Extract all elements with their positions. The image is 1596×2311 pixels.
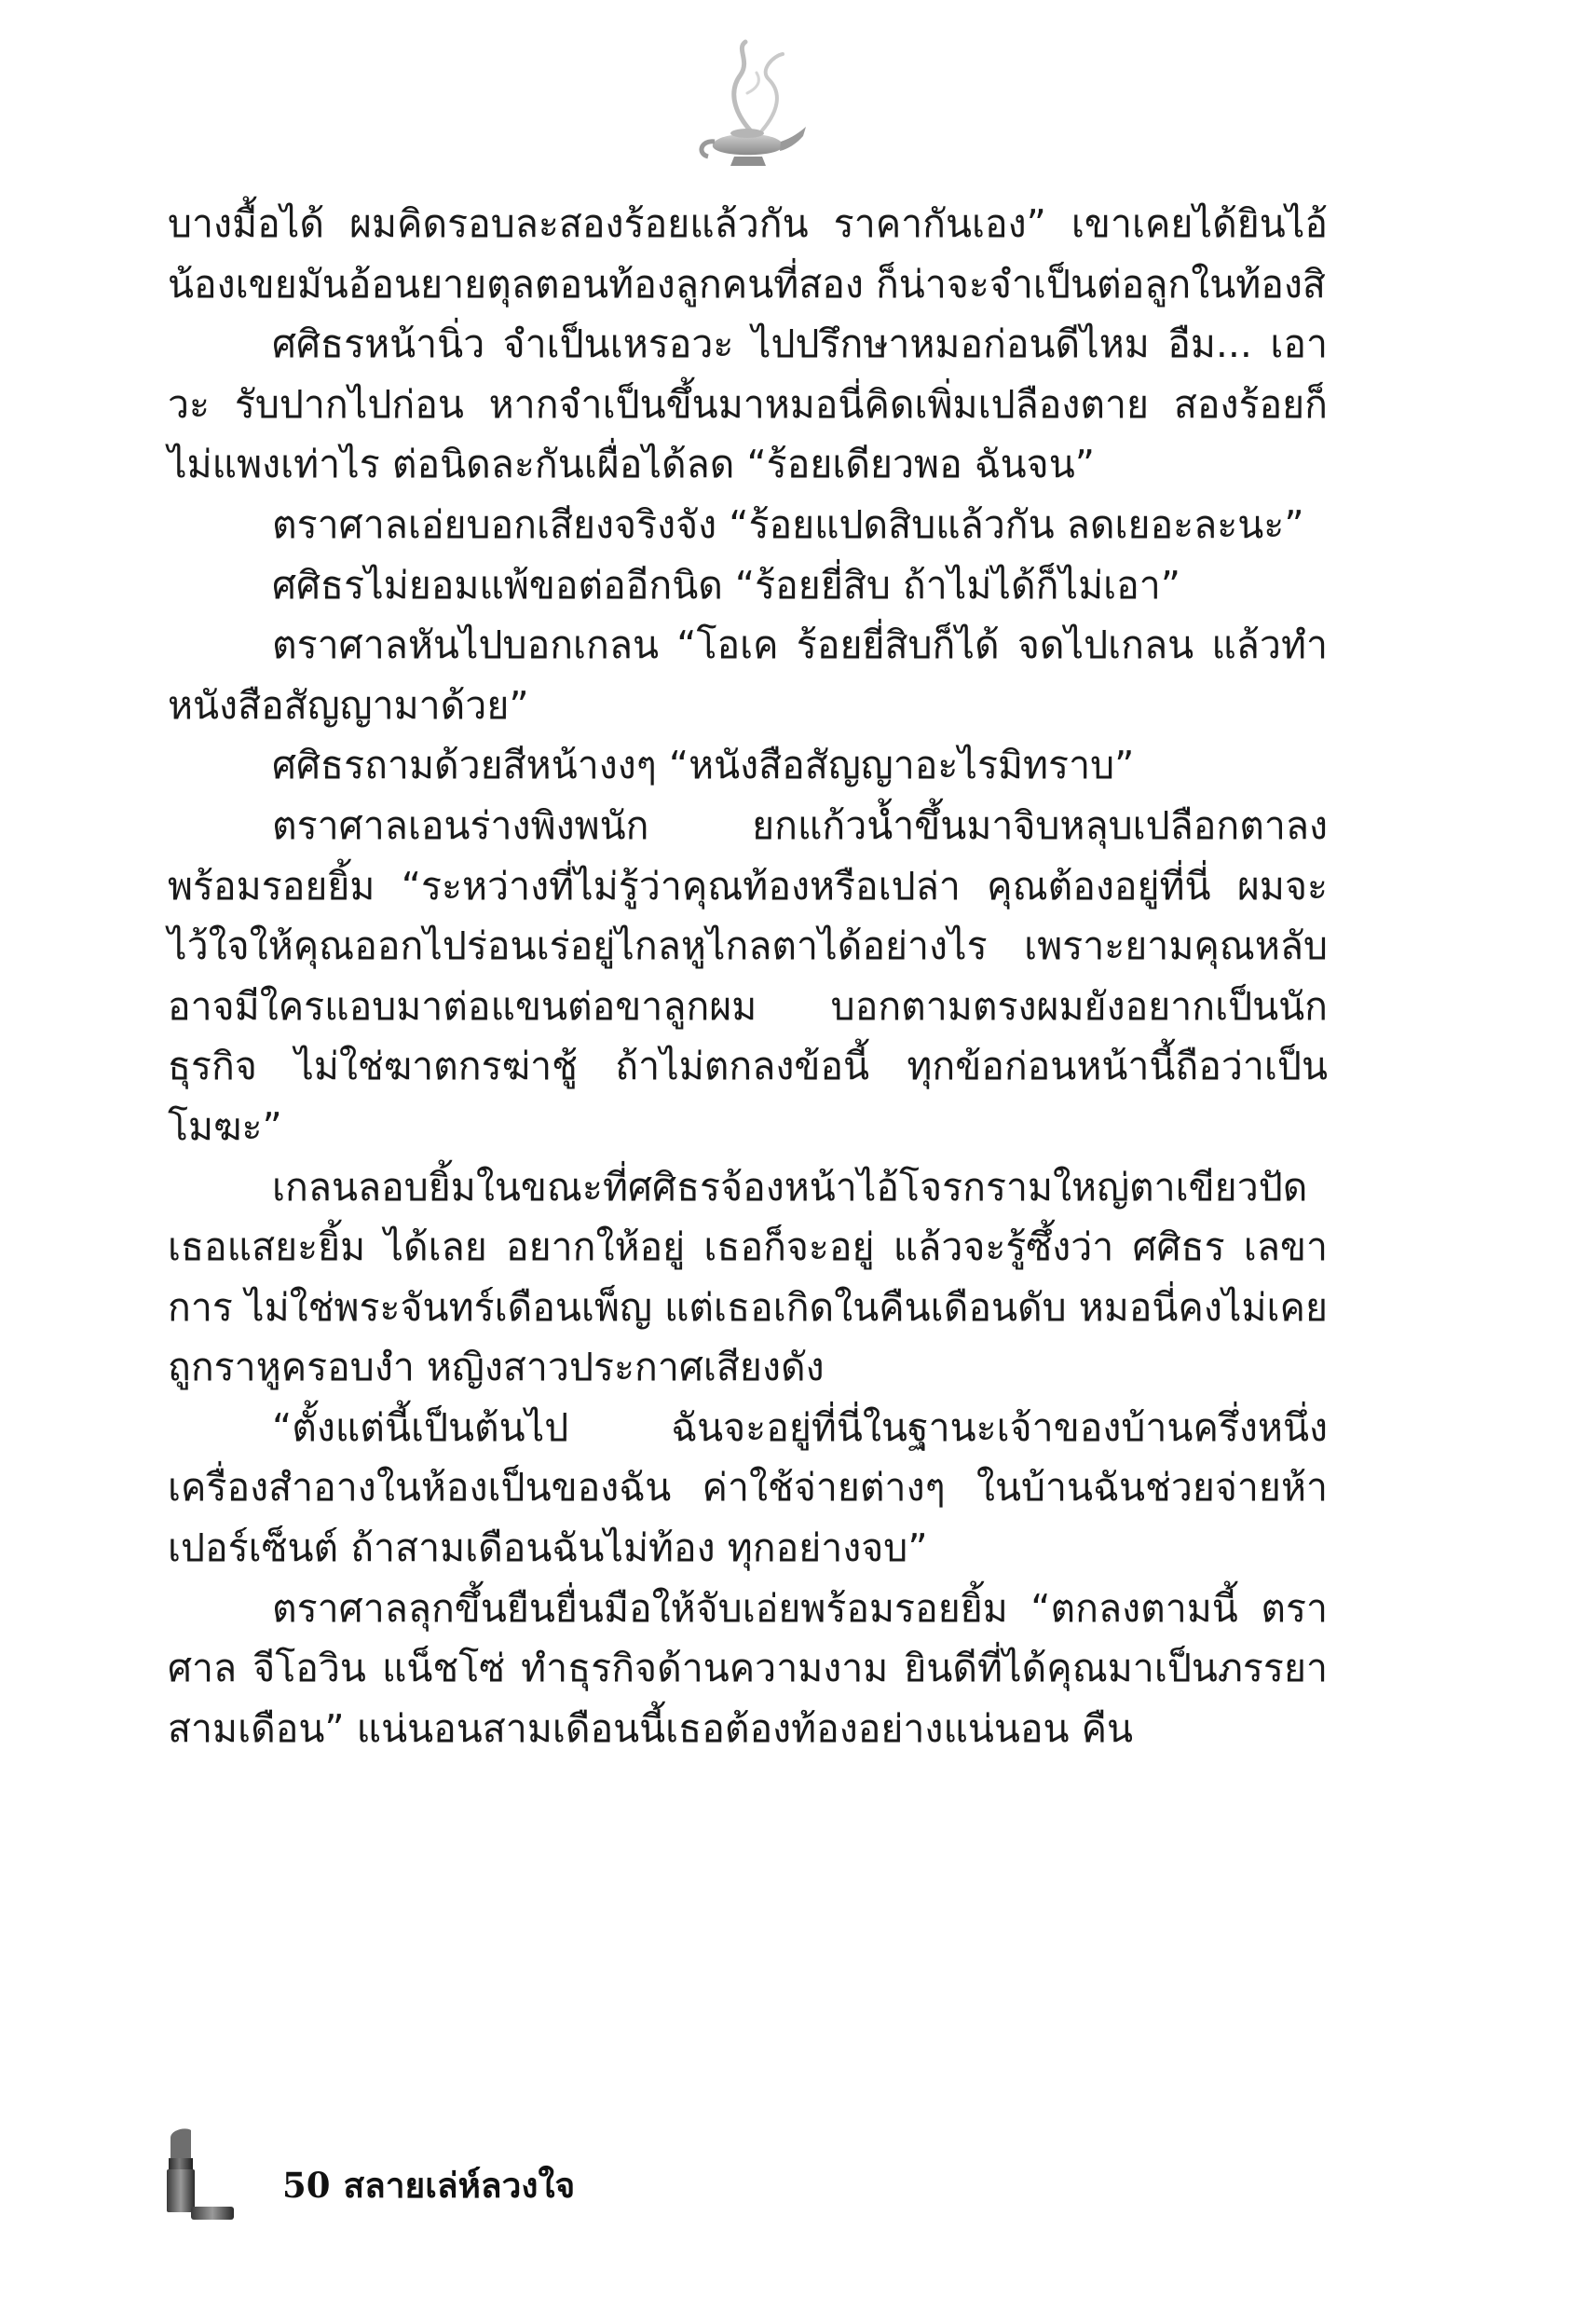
paragraph-3: ตราศาลเอ่ยบอกเสียงจริงจัง “ร้อยแปดสิบแล้วกัน ลดเยอะละนะ”: [272, 501, 1304, 547]
paragraph-7: ตราศาลเอนร่างพิงพนัก ยกแก้วน้ำขึ้นมาจิบหลุบเปลือกตาลงพร้อมรอยยิ้ม “ระหว่างที่ไม่รู้ว่าคุณท้องหรือเปล่า คุณต้องอยู่ที่นี่ ผมจะไว้ใจให้คุณออกไปร่อนเร่อยู่ไกลหูไกลตาได้อย่างไร เพราะยามคุณหลับอาจมีใครแอบมาต่อแขนต่อขาลูกผม บอกตามตรงผมยังอยากเป็นนักธุรกิจ ไม่ใช่ฆาตกรฆ่าชู้ ถ้าไม่ตกลงข้อนี้ ทุกข้อก่อนหน้านี้ถือว่าเป็นโมฆะ”: [168, 802, 1328, 1149]
genie-lamp-icon: [689, 37, 811, 177]
paragraph-5: ตราศาลหันไปบอกเกลน “โอเค ร้อยยี่สิบก็ได้ จดไปเกลน แล้วทำหนังสือสัญญามาด้วย”: [168, 622, 1328, 728]
paragraph-4: ศศิธรไม่ยอมแพ้ขอต่ออีกนิด “ร้อยยี่สิบ ถ้าไม่ได้ก็ไม่เอา”: [272, 562, 1181, 608]
body-text: [168, 194, 1328, 1758]
lipstick-icon: [163, 2125, 238, 2222]
paragraph-2: ศศิธรหน้านิ่ว จำเป็นเหรอวะ ไปปรึกษาหมอก่อนดีไหม อืม... เอาวะ รับปากไปก่อน หากจำเป็นขึ้นมาหมอนี่คิดเพิ่มเปลืองตาย สองร้อยก็ไม่แพงเท่าไร ต่อนิดละกันเผื่อได้ลด “ร้อยเดียวพอ ฉันจน”: [168, 321, 1328, 487]
paragraph-10: ตราศาลลุกขึ้นยืนยื่นมือให้จับเอ่ยพร้อมรอยยิ้ม “ตกลงตามนี้ ตราศาล จีโอวิน แน็ชโซ่ ทำธุรกิจด้านความงาม ยินดีที่ได้คุณมาเป็นภรรยาสามเดือน” แน่นอนสามเดือนนี้เธอต้องท้องอย่างแน่นอน คืน: [168, 1585, 1328, 1751]
paragraph-9: “ตั้งแต่นี้เป็นต้นไป ฉันจะอยู่ที่นี่ในฐานะเจ้าของบ้านครึ่งหนึ่ง เครื่องสำอางในห้องเป็นของฉัน ค่าใช้จ่ายต่างๆ ในบ้านฉันช่วยจ่ายห้าเปอร์เซ็นต์ ถ้าสามเดือนฉันไม่ท้อง ทุกอย่างจบ”: [168, 1404, 1328, 1571]
book-title: สลายเล่ห์ลวงใจ: [343, 2165, 576, 2206]
page-number: 50: [282, 2165, 331, 2206]
footer-caption: [282, 2162, 575, 2208]
paragraph-6: ศศิธรถามด้วยสีหน้างงๆ “หนังสือสัญญาอะไรมิทราบ”: [272, 743, 1135, 788]
page-footer: [163, 2125, 722, 2227]
paragraph-8: เกลนลอบยิ้มในขณะที่ศศิธรจ้องหน้าไอ้โจรกรามใหญ่ตาเขียวปัด เธอแสยะยิ้ม ได้เลย อยากให้อยู่ เธอก็จะอยู่ แล้วจะรู้ซึ้งว่า ศศิธร เลขาการ ไม่ใช่พระจันทร์เดือนเพ็ญ แต่เธอเกิดในคืนเดือนดับ หมอนี่คงไม่เคยถูกราหูครอบงำ หญิงสาวประกาศเสียงดัง: [168, 1164, 1328, 1390]
paragraph-1: บางมื้อได้ ผมคิดรอบละสองร้อยแล้วกัน ราคากันเอง” เขาเคยได้ยินไอ้น้องเขยมันอ้อนยายตุลตอนท้องลูกคนที่สอง ก็น่าจะจำเป็นต่อลูกในท้องสิ: [168, 201, 1328, 307]
